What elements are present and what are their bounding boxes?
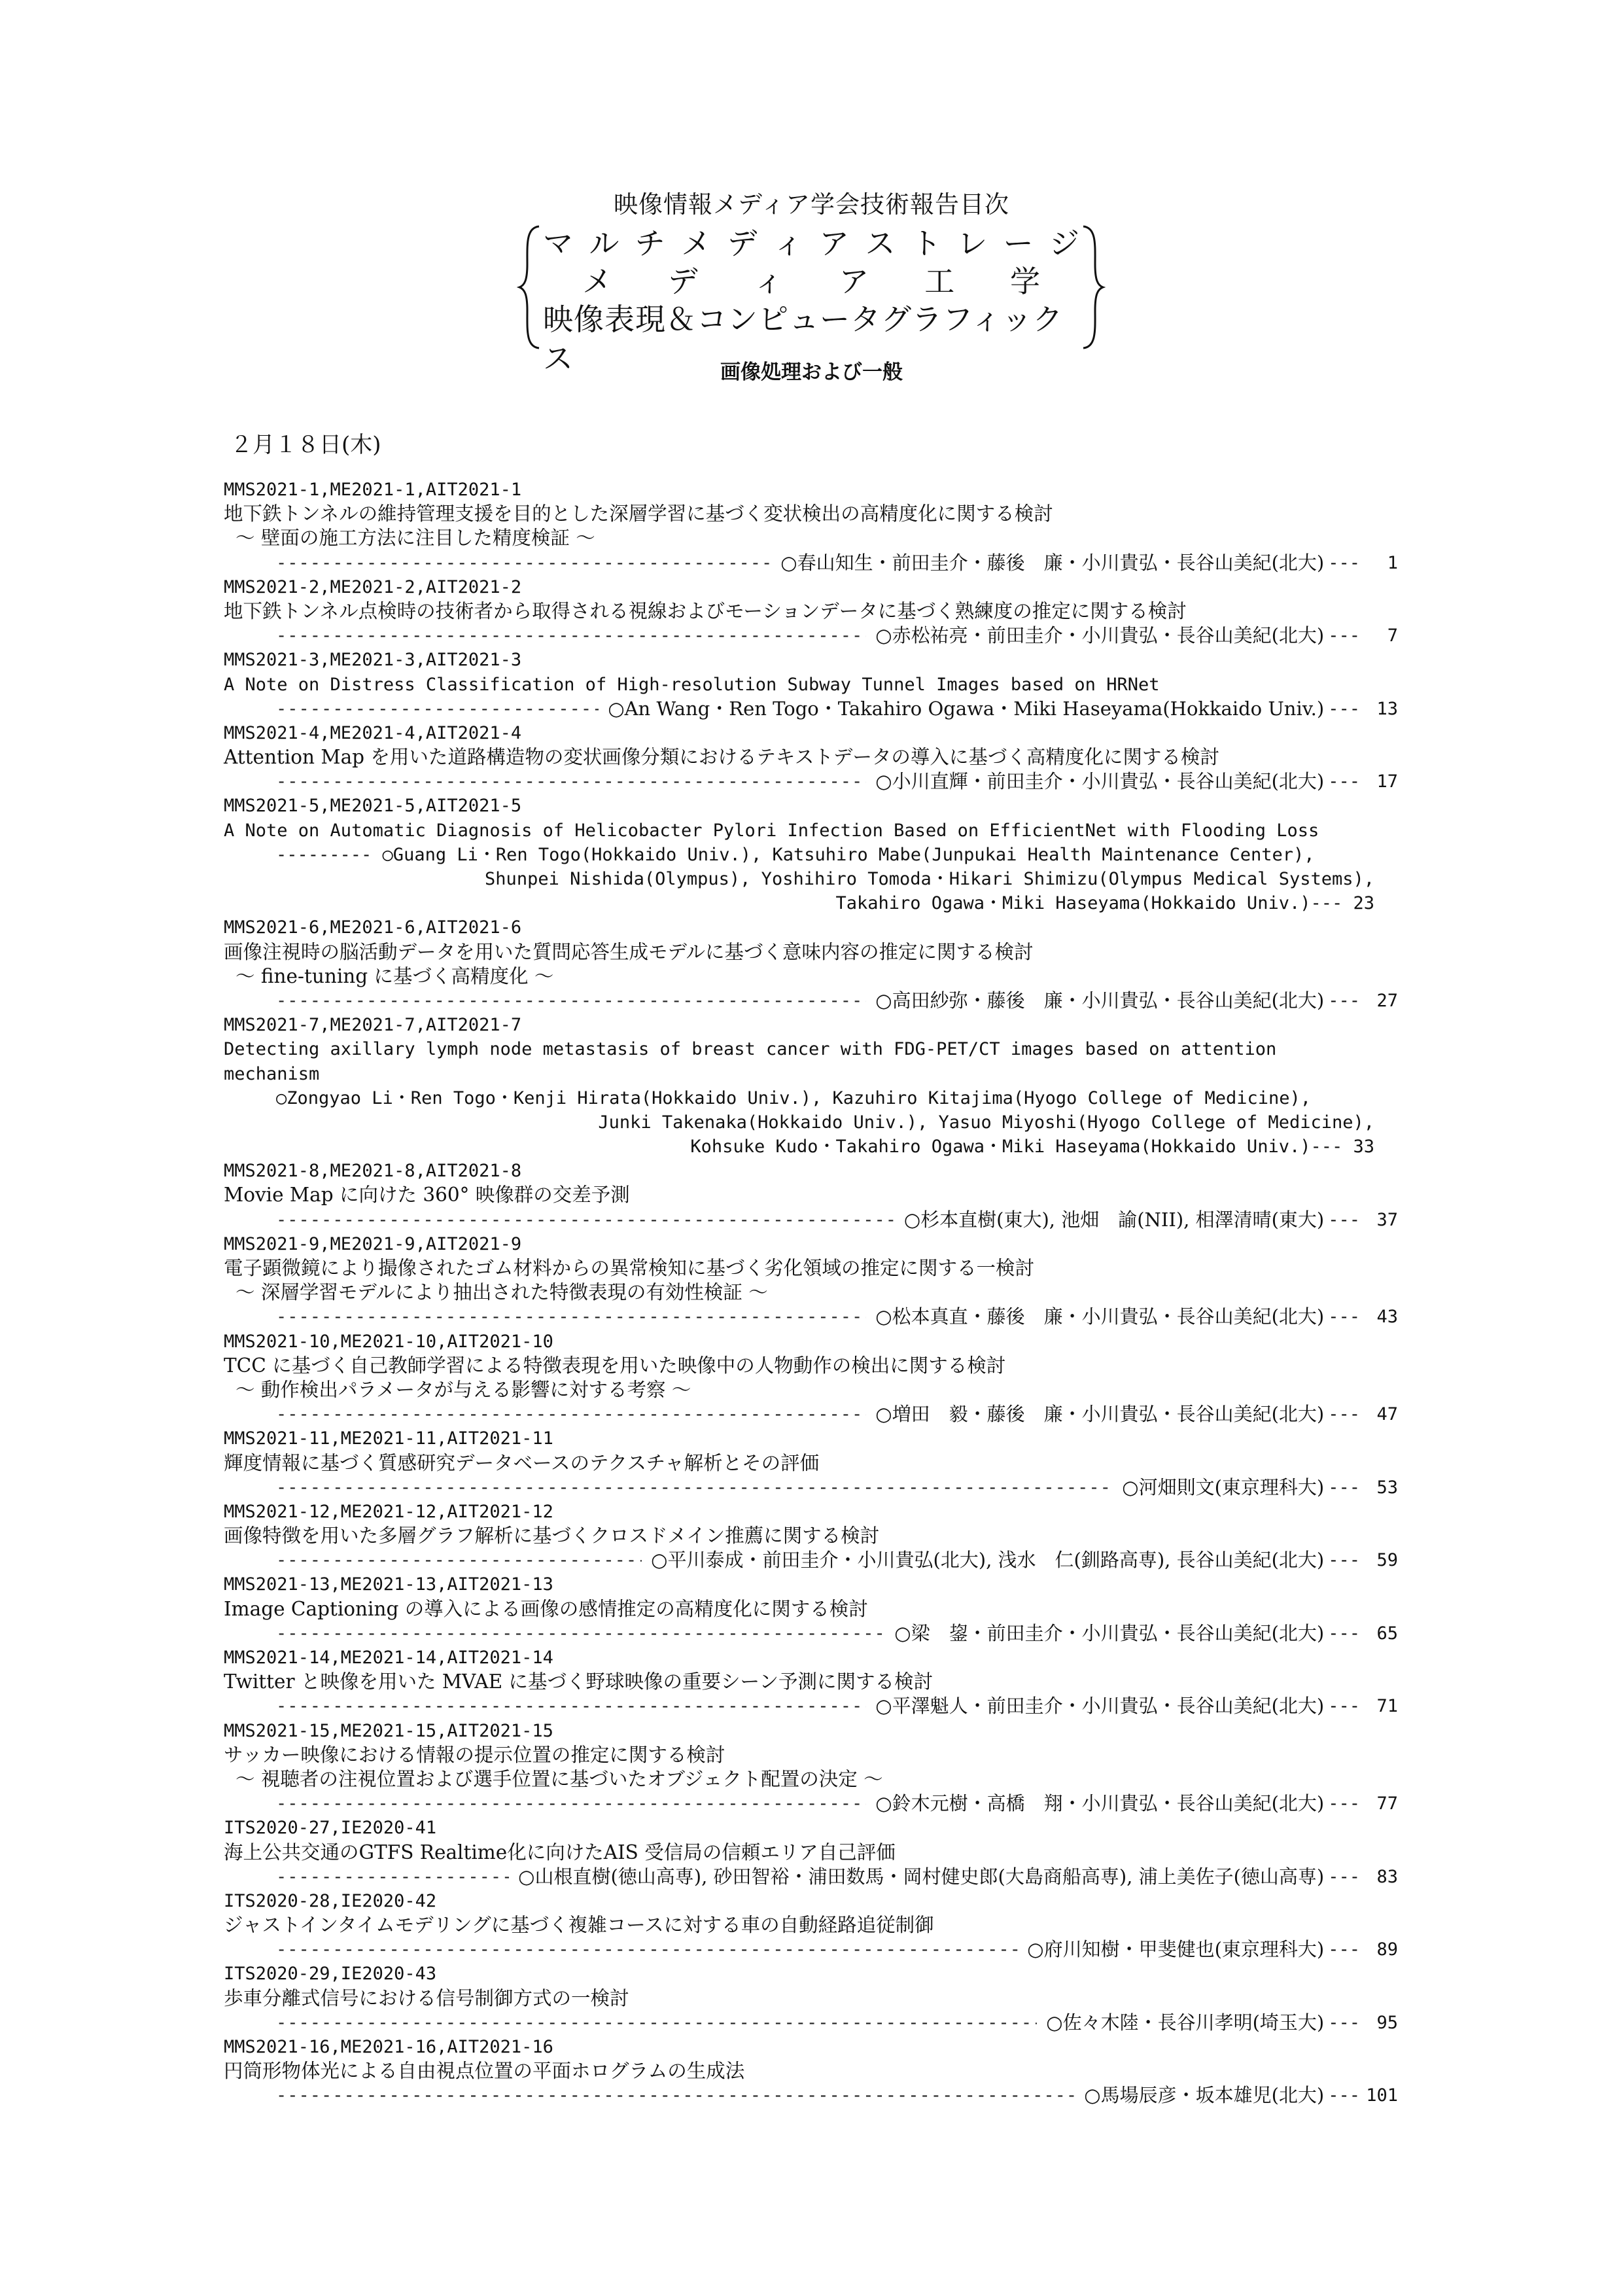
entry-title: 画像特徴を用いた多層グラフ解析に基づくクロスドメイン推薦に関する検討: [224, 1525, 880, 1547]
committee-line-2: [543, 262, 1079, 301]
entry-code: MMS2021-9,ME2021-9,AIT2021-9: [224, 1233, 522, 1254]
entry-authors: ○平川泰成・前田圭介・小川貴弘(北大), 浅水 仁(釧路高専), 長谷山美紀(北大): [651, 1549, 1325, 1572]
dot-leader: [276, 1694, 866, 1718]
leader-tail: ---: [1328, 1404, 1360, 1425]
char: ジ: [1049, 226, 1079, 261]
entry-author-row: [224, 1792, 1398, 1816]
leader-tail: ---: [1328, 2085, 1360, 2106]
leader-tail: ---: [1328, 552, 1360, 573]
entry-authors: ○小川直輝・前田圭介・小川貴弘・長谷山美紀(北大): [875, 770, 1325, 793]
entry-authors: ○平澤魁人・前田圭介・小川貴弘・長谷山美紀(北大): [875, 1695, 1325, 1718]
char: チ: [635, 226, 665, 261]
entry-title: Attention Map を用いた道路構造物の変状画像分類におけるテキストデータの導入に基づく高精度化に関する検討: [224, 746, 1219, 769]
dot-leader: [276, 1937, 1018, 1962]
entry-code: MMS2021-13,ME2021-13,AIT2021-13: [224, 1574, 553, 1595]
entry-title: A Note on Distress Classification of High-resolution Subway Tunnel Images based on HRNet: [224, 674, 1160, 695]
entry-title: 輝度情報に基づく質感研究データベースのテクスチャ解析とその評価: [224, 1451, 820, 1474]
char: ィ: [773, 226, 803, 261]
leader-tail: ---: [1328, 1793, 1360, 1814]
dot-leader: [276, 1621, 885, 1646]
entry-author-row: [224, 1937, 1398, 1962]
entry-page-number: 37: [1376, 1209, 1398, 1230]
entry-author-row: [224, 624, 1398, 648]
entry-title: A Note on Automatic Diagnosis of Helicobacter Pylori Infection Based on EfficientNet with Flooding Loss: [224, 820, 1319, 841]
char: メ: [582, 264, 612, 299]
entry-author-row: [224, 1865, 1398, 1889]
entry-code: ITS2020-28,IE2020-42: [224, 1890, 437, 1911]
char: デ: [727, 226, 758, 261]
entry-authors: ○赤松祐亮・前田圭介・小川貴弘・長谷山美紀(北大): [875, 624, 1325, 647]
entry-code: MMS2021-1,ME2021-1,AIT2021-1: [224, 480, 522, 500]
entry-title: Movie Map に向けた 360° 映像群の交差予測: [224, 1184, 630, 1207]
entry-page-number: 27: [1376, 990, 1398, 1011]
char: ト: [911, 226, 941, 261]
entry-authors: ○高田紗弥・藤後 廉・小川貴弘・長谷山美紀(北大): [875, 989, 1325, 1012]
entry-page-number: 47: [1376, 1404, 1398, 1425]
entry-page-number: 13: [1376, 698, 1398, 719]
dot-leader: [276, 551, 771, 575]
entry-author-row: [224, 1694, 1398, 1718]
entry-page-number: 89: [1376, 1939, 1398, 1960]
entry-page-number: 59: [1376, 1550, 1398, 1571]
entry-title: 海上公共交通のGTFS Realtime化に向けたAIS 受信局の信頼エリア自己評価: [224, 1841, 896, 1863]
entry-code: MMS2021-4,ME2021-4,AIT2021-4: [224, 722, 522, 743]
entry-page-number: 77: [1376, 1793, 1398, 1814]
entry-author-row: [224, 2083, 1398, 2108]
entry-code: MMS2021-10,ME2021-10,AIT2021-10: [224, 1331, 553, 1352]
leader-tail: ---: [1328, 1623, 1360, 1644]
leader-tail: ---: [1328, 1477, 1360, 1498]
entry-code: ITS2020-29,IE2020-43: [224, 1964, 437, 1985]
entry-page-number: 65: [1376, 1623, 1398, 1644]
entry-page-number: 95: [1376, 2012, 1398, 2033]
entry-author-row: [224, 2011, 1398, 2035]
leader-tail: ---: [1328, 990, 1360, 1011]
entry-title: ジャストインタイムモデリングに基づく複雑コースに対する車の自動経路追従制御: [224, 1914, 934, 1937]
char: マ: [543, 226, 573, 261]
entry-authors: ○春山知生・前田圭介・藤後 廉・小川貴弘・長谷山美紀(北大): [780, 551, 1325, 574]
entry-title: Twitter と映像を用いた MVAE に基づく野球映像の重要シーン予測に関する検討: [224, 1670, 933, 1693]
entry-author-row: [224, 697, 1398, 721]
entry-subtitle: ～ fine-tuning に基づく高精度化 ～: [236, 964, 554, 987]
entry-page-number: 53: [1376, 1477, 1398, 1498]
leader-tail: ---: [1328, 771, 1360, 792]
entry-title: 地下鉄トンネル点検時の技術者から取得される視線およびモーションデータに基づく熟練度の推定に関する検討: [224, 599, 1187, 622]
entry-title: 画像注視時の脳活動データを用いた質問応答生成モデルに基づく意味内容の推定に関する検討: [224, 940, 1034, 963]
entry-authors: ○山根直樹(徳山高専), 砂田智裕・浦田数馬・岡村健史郎(大島商船高専), 浦上美佐子(徳山高専): [518, 1865, 1325, 1888]
entry-code: MMS2021-3,ME2021-3,AIT2021-3: [224, 650, 522, 671]
leader-tail: ---: [1328, 1307, 1360, 1328]
entry-code: MMS2021-12,ME2021-12,AIT2021-12: [224, 1501, 553, 1522]
entry-page-number: 7: [1387, 626, 1398, 646]
entry-title: 歩車分離式信号における信号制御方式の一検討: [224, 1987, 629, 2009]
entry-author-row: [224, 551, 1398, 575]
entry-authors: ○増田 毅・藤後 廉・小川貴弘・長谷山美紀(北大): [875, 1403, 1325, 1426]
char: デ: [667, 264, 698, 299]
entry-authors: ○杉本直樹(東大), 池畑 諭(NII), 相澤清晴(東大): [903, 1208, 1325, 1231]
leader-tail: ---: [1328, 1866, 1360, 1887]
entry-page-number: 1: [1387, 552, 1398, 573]
leader-tail: ---: [1328, 1209, 1360, 1230]
entry-page-number: 83: [1376, 1866, 1398, 1887]
entry-author-row: [224, 1475, 1398, 1500]
entry-author-row: [224, 1208, 1398, 1232]
entry-author-row: [224, 1548, 1398, 1572]
entry-author-row: [224, 1402, 1398, 1426]
entry-subtitle: ～ 動作検出パラメータが与える影響に対する考察 ～: [236, 1378, 691, 1401]
char: 工: [924, 264, 955, 299]
entry-code: MMS2021-6,ME2021-6,AIT2021-6: [224, 917, 522, 938]
dot-leader: [276, 1548, 642, 1572]
entry-subtitle: ～ 壁面の施工方法に注目した精度検証 ～: [236, 527, 595, 550]
char: ス: [865, 226, 896, 261]
section-subtitle: 画像処理および一般: [720, 361, 903, 384]
dot-leader: [276, 1305, 866, 1329]
entry-authors-line: ○Zongyao Li・Ren Togo・Kenji Hirata(Hokkaido Univ.), Kazuhiro Kitajima(Hyogo College of Medicine),: [276, 1087, 1312, 1108]
entry-code: MMS2021-14,ME2021-14,AIT2021-14: [224, 1648, 553, 1668]
entry-authors: ○馬場辰彦・坂本雄児(北大): [1084, 2084, 1325, 2107]
entry-code: MMS2021-11,ME2021-11,AIT2021-11: [224, 1428, 553, 1449]
leader-tail: ---: [1328, 1550, 1360, 1571]
entry-authors-line: Shunpei Nishida(Olympus), Yoshihiro Tomoda・Hikari Shimizu(Olympus Medical Systems),: [485, 869, 1374, 889]
entry-title: Detecting axillary lymph node metastasis of breast cancer with FDG-PET/CT images based on attention: [224, 1039, 1277, 1060]
char: レ: [957, 226, 988, 261]
entry-page-number: 101: [1366, 2085, 1398, 2106]
entry-authors-line: Junki Takenaka(Hokkaido Univ.), Yasuo Miyoshi(Hyogo College of Medicine),: [598, 1112, 1374, 1133]
entry-code: MMS2021-2,ME2021-2,AIT2021-2: [224, 576, 522, 597]
entry-code: MMS2021-8,ME2021-8,AIT2021-8: [224, 1161, 522, 1182]
entry-code: MMS2021-16,ME2021-16,AIT2021-16: [224, 2037, 553, 2057]
char: メ: [681, 226, 712, 261]
entry-authors: ○河畑則文(東京理科大): [1122, 1475, 1325, 1498]
entry-authors-line: --------- ○Guang Li・Ren Togo(Hokkaido Univ.), Katsuhiro Mabe(Junpukai Health Maintenance Center),: [276, 844, 1315, 865]
dot-leader: [276, 1475, 1113, 1500]
dot-leader: [276, 1792, 866, 1816]
char: ル: [589, 226, 620, 261]
entry-title-continued: mechanism: [224, 1063, 320, 1084]
entry-title: Image Captioning の導入による画像の感情推定の高精度化に関する検討: [224, 1597, 868, 1620]
dot-leader: [276, 697, 599, 721]
entry-title: 電子顕微鏡により撮像されたゴム材料からの異常検知に基づく劣化領域の推定に関する一検討: [224, 1257, 1035, 1279]
entry-authors: ○府川知樹・甲斐健也(東京理科大): [1027, 1938, 1325, 1961]
char: ア: [839, 264, 869, 299]
entry-page-number: 71: [1376, 1696, 1398, 1717]
dot-leader: [276, 1208, 895, 1232]
page-heading: 映像情報メディア学会技術報告目次: [613, 190, 1010, 219]
leader-tail: ---: [1328, 698, 1360, 719]
entry-author-row: [224, 769, 1398, 794]
entry-page-number: 43: [1376, 1307, 1398, 1328]
entry-code: MMS2021-15,ME2021-15,AIT2021-15: [224, 1720, 553, 1741]
entry-title: TCC に基づく自己教師学習による特徴表現を用いた映像中の人物動作の検出に関する検討: [224, 1354, 1006, 1377]
entry-code: MMS2021-7,ME2021-7,AIT2021-7: [224, 1015, 522, 1036]
char: 学: [1009, 264, 1040, 299]
dot-leader: [276, 769, 866, 794]
dot-leader: [276, 1865, 509, 1889]
leader-tail: ---: [1328, 626, 1360, 646]
leader-tail: ---: [1328, 1696, 1360, 1717]
left-brace-icon: [517, 225, 543, 349]
session-date: ２月１８日(木): [230, 432, 381, 458]
committee-line-1: [543, 224, 1079, 263]
entry-authors: ○松本真直・藤後 廉・小川貴弘・長谷山美紀(北大): [875, 1305, 1325, 1328]
table-of-contents: [224, 478, 1398, 2108]
leader-tail: ---: [1328, 2012, 1360, 2033]
dot-leader: [276, 2083, 1075, 2108]
entry-author-row: [224, 989, 1398, 1013]
char: ー: [1003, 226, 1034, 261]
dot-leader: [276, 989, 866, 1013]
entry-authors-line: Kohsuke Kudo・Takahiro Ogawa・Miki Haseyama(Hokkaido Univ.)--- 33: [690, 1137, 1374, 1157]
entry-authors: ○An Wang・Ren Togo・Takahiro Ogawa・Miki Haseyama(Hokkaido Univ.): [608, 697, 1325, 720]
entry-page-number: 17: [1376, 771, 1398, 792]
committee-name: 映像表現＆コンピュータグラフィックス: [543, 302, 1064, 376]
entry-author-row: [224, 1621, 1398, 1646]
entry-code: MMS2021-5,ME2021-5,AIT2021-5: [224, 796, 522, 817]
entry-subtitle: ～ 視聴者の注視位置および選手位置に基づいたオブジェクト配置の決定 ～: [236, 1767, 883, 1790]
entry-authors: ○梁 鋆・前田圭介・小川貴弘・長谷山美紀(北大): [894, 1621, 1325, 1644]
leader-tail: ---: [1328, 1939, 1360, 1960]
right-brace-icon: [1079, 225, 1106, 349]
entry-title: 地下鉄トンネルの維持管理支援を目的とした深層学習に基づく変状検出の高精度化に関する検討: [224, 503, 1053, 525]
entry-author-row: [224, 1305, 1398, 1329]
entry-authors-line: Takahiro Ogawa・Miki Haseyama(Hokkaido Univ.)--- 23: [835, 893, 1374, 914]
dot-leader: [276, 624, 866, 648]
char: ア: [819, 226, 850, 261]
dot-leader: [276, 1402, 866, 1426]
entry-subtitle: ～ 深層学習モデルにより抽出された特徴表現の有効性検証 ～: [236, 1281, 768, 1304]
entry-title: 円筒形物体光による自由視点位置の平面ホログラムの生成法: [224, 2060, 745, 2083]
entry-title: サッカー映像における情報の提示位置の推定に関する検討: [224, 1743, 725, 1766]
entry-authors: ○佐々木陸・長谷川孝明(埼玉大): [1046, 2011, 1325, 2034]
char: ィ: [753, 264, 784, 299]
entry-authors: ○鈴木元樹・高橋 翔・小川貴弘・長谷山美紀(北大): [875, 1792, 1325, 1815]
dot-leader: [276, 2011, 1037, 2035]
entry-code: ITS2020-27,IE2020-41: [224, 1818, 437, 1839]
